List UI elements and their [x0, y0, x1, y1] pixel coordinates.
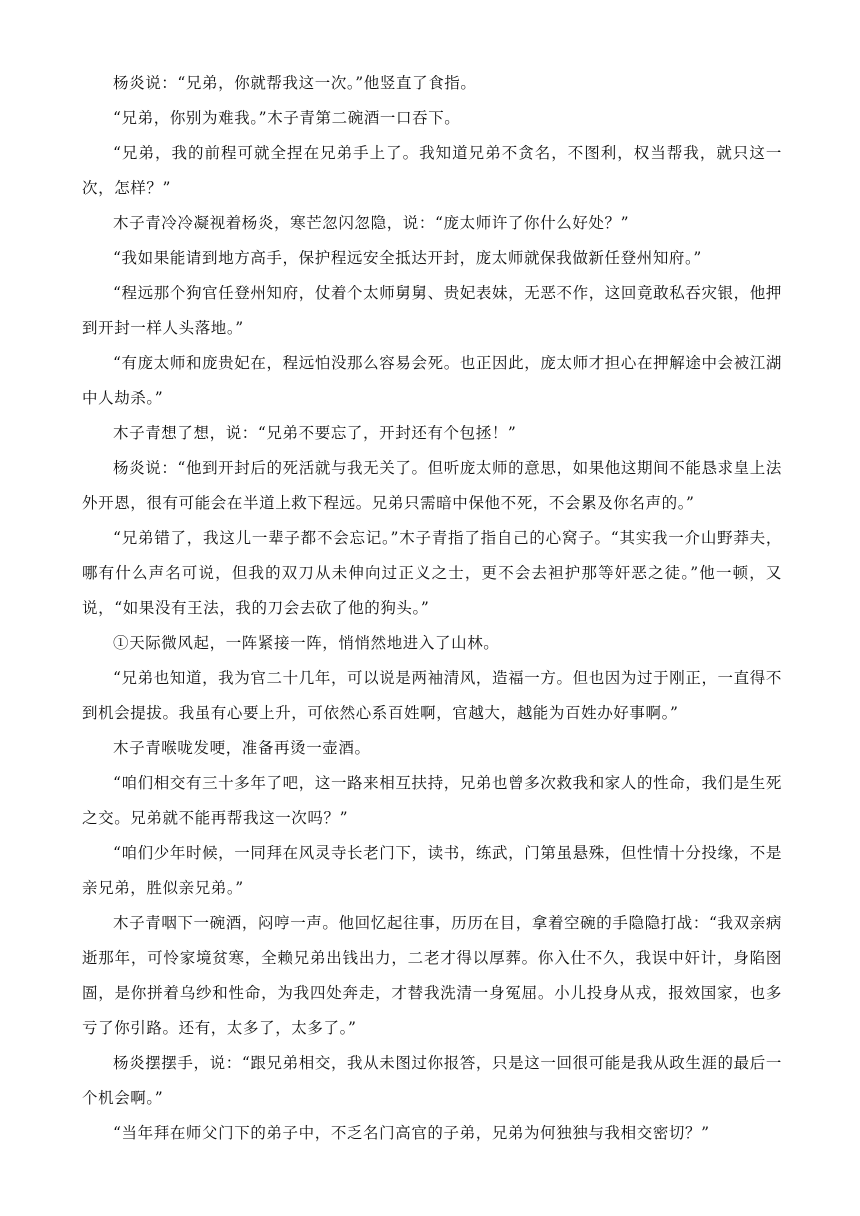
paragraph: “兄弟也知道，我为官二十几年，可以说是两袖清风，造福一方。但也因为过于刚正，一直得不到机会提拔。我虽有心要上升，可依然心系百姓啊，官越大，越能为百姓办好事啊。”: [82, 669, 782, 722]
paragraph: “咱们少年时候，一同拜在风灵寺长老门下，读书，练武，门第虽悬殊，但性情十分投缘，不是亲兄弟，胜似亲兄弟。”: [82, 844, 782, 897]
paragraph: 木子青咽下一碗酒，闷哼一声。他回忆起往事，历历在目，拿着空碗的手隐隐打战：“我双亲病逝那年，可怜家境贫寒，全赖兄弟出钱出力，二老才得以厚葬。你入仕不久，我误中奸计，身陷囹圄，是你拼着乌纱和性命，为我四处奔走，才替我洗清一身冤屈。小儿投身从戎，报效国家，也多亏了你引路。还有，太多了，太多了。”: [82, 914, 782, 1037]
document-body: [82, 66, 782, 1151]
paragraph: 杨炎说：“兄弟，你就帮我这一次。”他竖直了食指。: [113, 74, 477, 92]
paragraph: “兄弟，你别为难我。”木子青第二碗酒一口吞下。: [113, 109, 461, 127]
paragraph-marked-1: ①天际微风起，一阵紧接一阵，悄悄然地进入了山林。: [113, 634, 500, 652]
paragraph: “我如果能请到地方高手，保护程远安全抵达开封，庞太师就保我做新任登州知府。”: [113, 249, 702, 267]
paragraph: “有庞太师和庞贵妃在，程远怕没那么容易会死。也正因此，庞太师才担心在押解途中会被江湖中人劫杀。”: [82, 354, 782, 407]
paragraph: “程远那个狗官任登州知府，仗着个太师舅舅、贵妃表妹，无恶不作，这回竟敢私吞灾银，他押到开封一样人头落地。”: [82, 284, 782, 337]
paragraph: 木子青想了想，说：“兄弟不要忘了，开封还有个包拯！”: [113, 424, 517, 442]
paragraph: 木子青喉咙发哽，准备再烫一壶酒。: [113, 739, 371, 757]
paragraph: “兄弟，我的前程可就全捏在兄弟手上了。我知道兄弟不贪名，不图利，权当帮我，就只这一次，怎样？”: [82, 144, 782, 197]
paragraph: 杨炎说：“他到开封后的死活就与我无关了。但听庞太师的意思，如果他这期间不能恳求皇上法外开恩，很有可能会在半道上救下程远。兄弟只需暗中保他不死，不会累及你名声的。”: [82, 459, 782, 512]
paragraph: “兄弟错了，我这儿一辈子都不会忘记。”木子青指了指自己的心窝子。“其实我一介山野莽夫，哪有什么声名可说，但我的双刀从未伸向过正义之士，更不会去袒护那等奸恶之徒。”他一顿，又说，“如果没有王法，我的刀会去砍了他的狗头。”: [82, 529, 782, 617]
paragraph: 木子青冷冷凝视着杨炎，寒芒忽闪忽隐，说：“庞太师许了你什么好处？”: [113, 214, 630, 232]
paragraph: “咱们相交有三十多年了吧，这一路来相互扶持，兄弟也曾多次救我和家人的性命，我们是生死之交。兄弟就不能再帮我这一次吗？”: [82, 774, 782, 827]
paragraph: “当年拜在师父门下的弟子中，不乏名门高官的子弟，兄弟为何独独与我相交密切？”: [113, 1124, 710, 1142]
paragraph: 杨炎摆摆手，说：“跟兄弟相交，我从未图过你报答，只是这一回很可能是我从政生涯的最后一个机会啊。”: [82, 1054, 782, 1107]
